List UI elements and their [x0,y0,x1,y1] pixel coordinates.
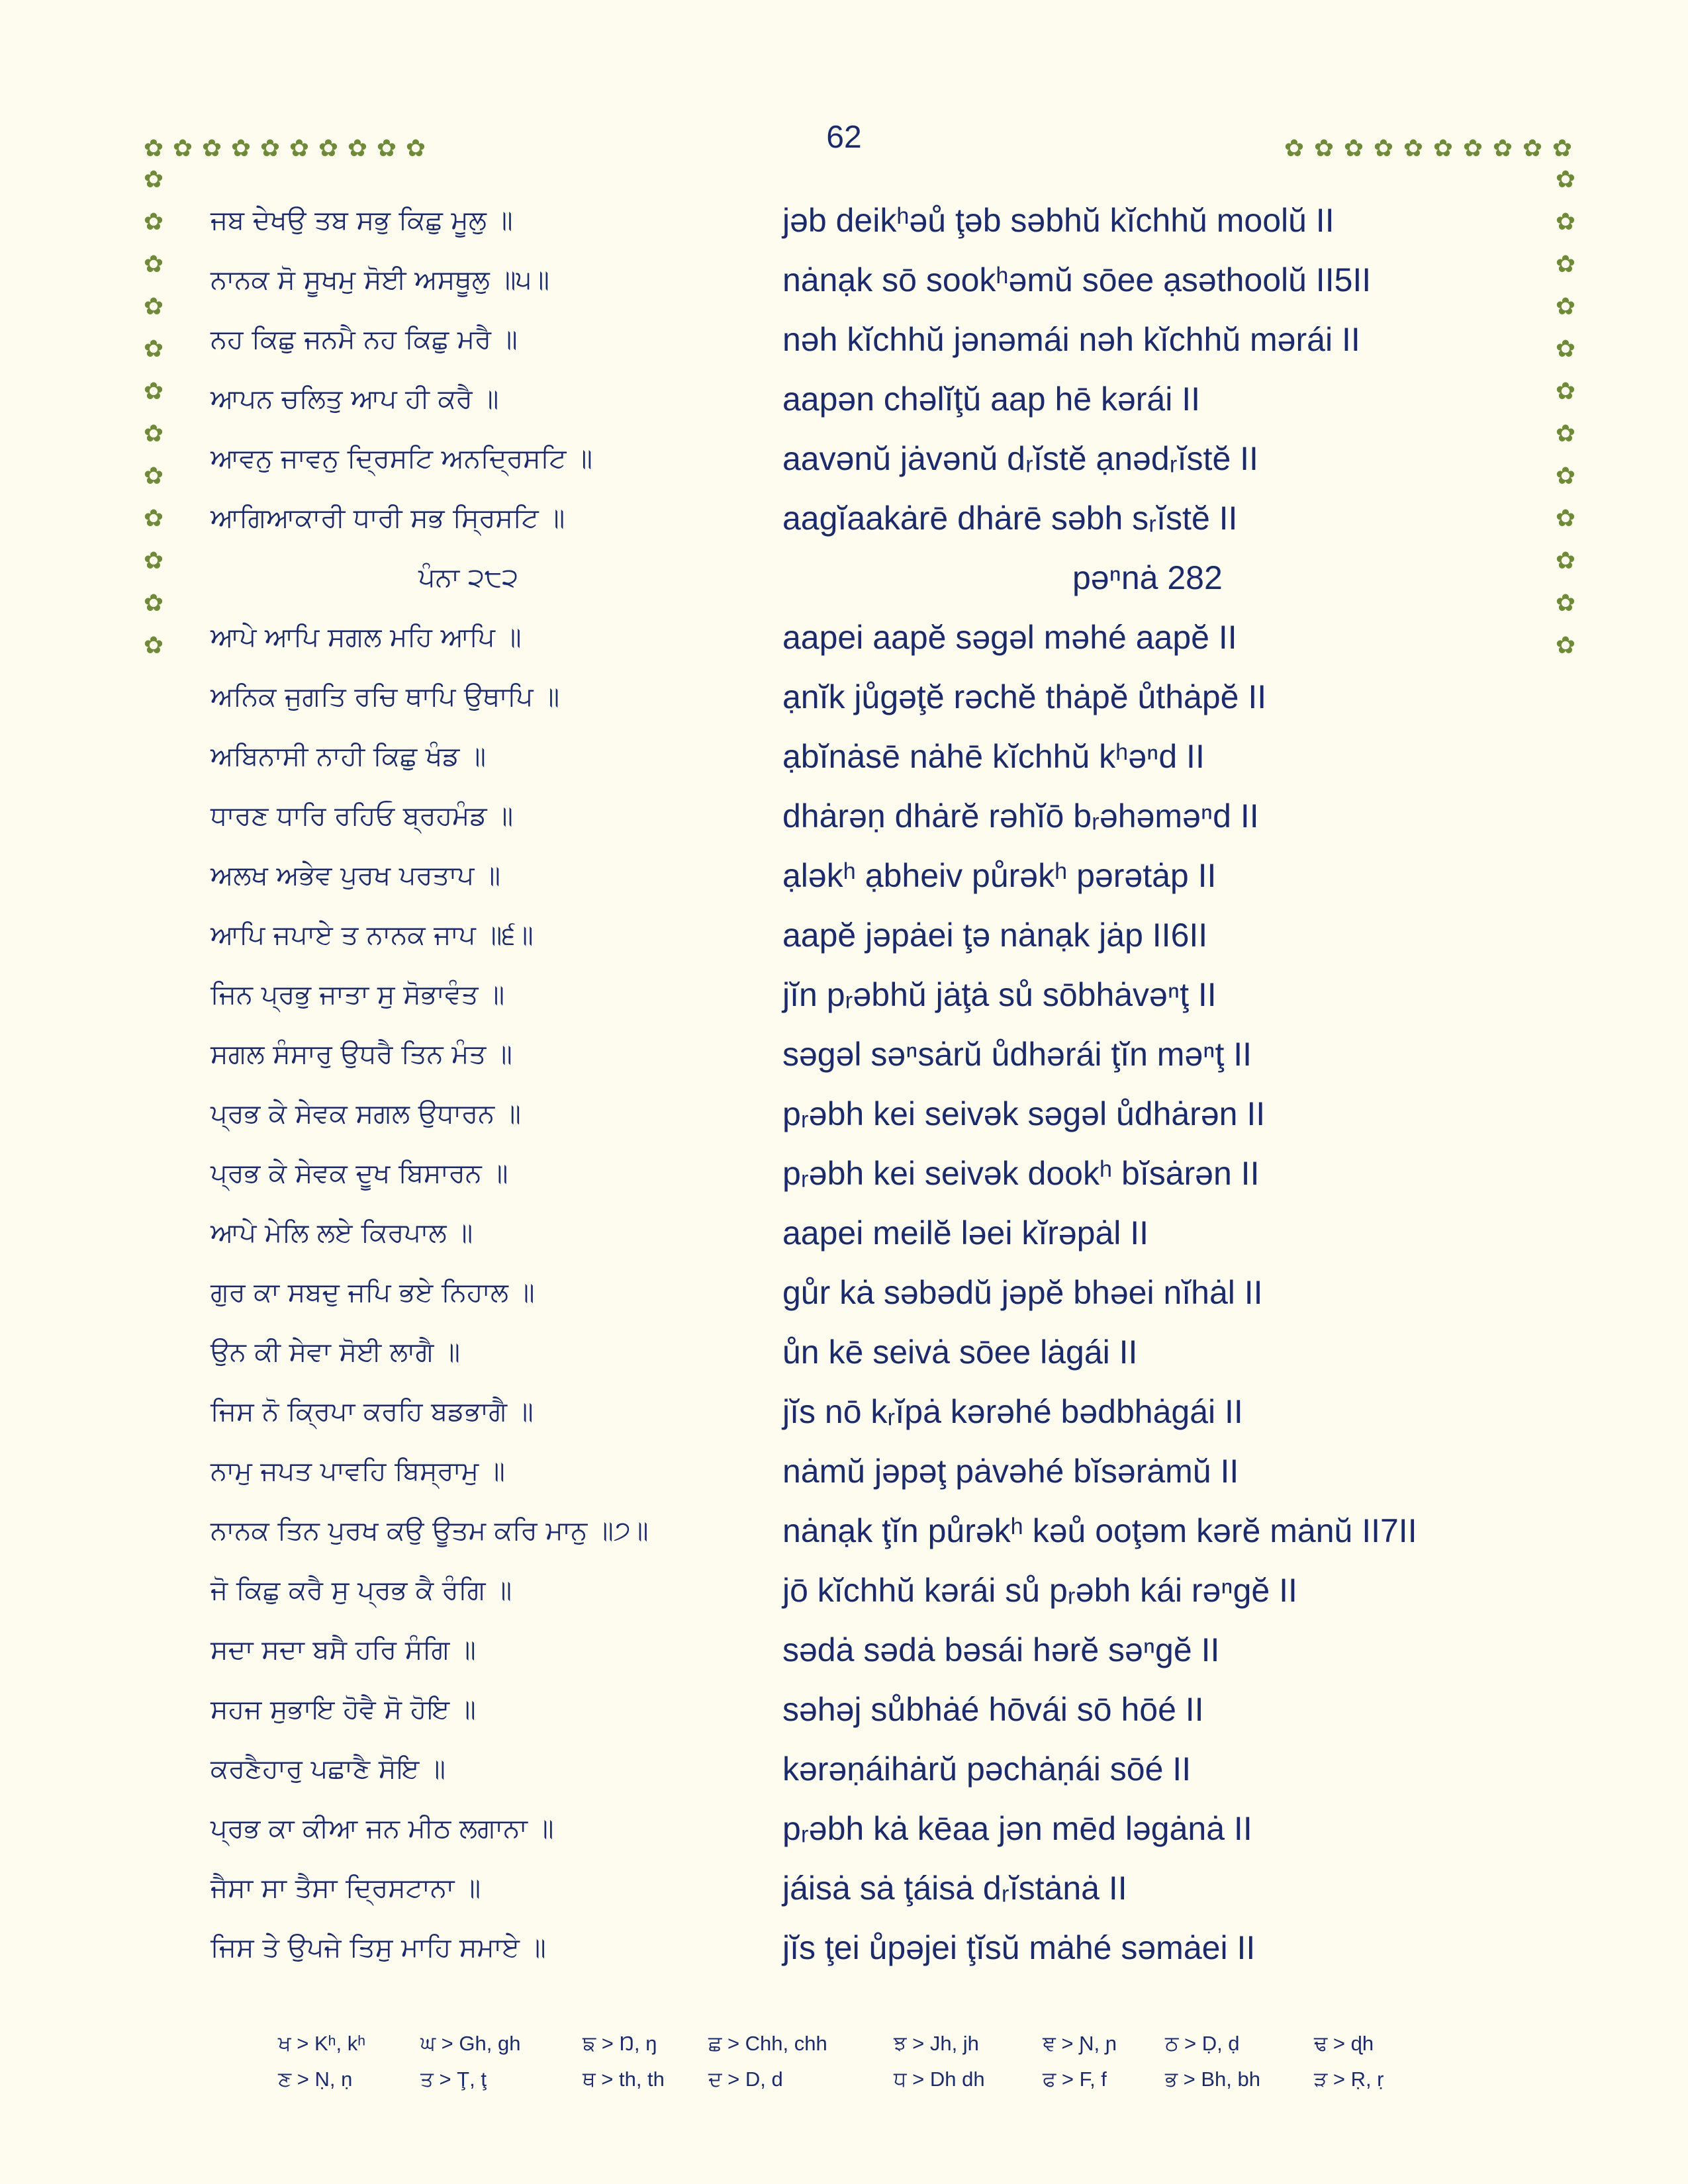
transliteration-text: jĭn pᵣəbhŭ jȧţȧ sů sōbhȧvəⁿţ II [782,976,1217,1013]
flower-icon: ✿ [143,166,164,193]
flower-icon: ✿ [1343,135,1364,162]
transliteration-legend [278,2032,1470,2103]
flower-icon: ✿ [347,135,368,162]
verse-line [0,1569,1688,1628]
verse-line [0,1628,1688,1688]
verse-line [0,735,1688,794]
verse-line [0,1866,1688,1926]
legend-item: ਖ > Kʰ, kʰ [278,2032,366,2055]
flower-icon: ✿ [143,336,164,363]
gurmukhi-text: ਆਪੇ ਆਪਿ ਸਗਲ ਮਹਿ ਆਪਿ ॥ [211,622,522,653]
verse-line [0,1211,1688,1271]
legend-item: ਝ > Jh, jh [894,2032,979,2055]
legend-item: ਣ > Ṇ, ṇ [278,2068,353,2091]
gurmukhi-text: ਆਵਨੁ ਜਾਵਨੁ ਦ੍ਰਿਸਟਿ ਅਨਦ੍ਰਿਸਟਿ ॥ [211,443,593,474]
flower-icon: ✿ [1555,590,1576,617]
gurmukhi-text: ਅਲਖ ਅਭੇਵ ਪੁਰਖ ਪਰਤਾਪ ॥ [211,860,500,891]
flower-icon: ✿ [201,135,222,162]
transliteration-text: kərəṇáihȧrŭ pəchȧṇái sōé II [782,1751,1192,1788]
flower-icon: ✿ [1373,135,1394,162]
verse-line [0,794,1688,854]
legend-item: ਛ > Chh, chh [708,2032,827,2055]
flower-icon: ✿ [318,135,339,162]
verse-line [0,973,1688,1032]
legend-item: ਥ > th, th [583,2068,665,2091]
flower-icon: ✿ [1555,547,1576,574]
flower-icon: ✿ [1492,135,1513,162]
verse-line [0,1330,1688,1390]
gurmukhi-text: ਆਪਿ ਜਪਾਏ ਤ ਨਾਨਕ ਜਾਪ ॥੬॥ [211,920,534,950]
flower-icon: ✿ [1522,135,1543,162]
transliteration-text: ůn kē seivȧ sōee lȧgái II [782,1334,1138,1371]
flower-icon: ✿ [1555,378,1576,405]
flower-icon: ✿ [1555,463,1576,490]
transliteration-text: aapən chəlĭţŭ aap hē kərái II [782,381,1201,418]
verse-line [0,258,1688,318]
flower-icon: ✿ [1555,420,1576,447]
gurmukhi-text: ਨਹ ਕਿਛੁ ਜਨਮੈ ਨਹ ਕਿਛੁ ਮਰੈ ॥ [211,324,518,355]
transliteration-text: səgəl səⁿsȧrŭ ůdhərái ţĭn məⁿţ II [782,1036,1252,1073]
flower-icon: ✿ [376,135,397,162]
legend-item: ੜ > Ṛ, ṛ [1314,2068,1384,2091]
flower-icon: ✿ [405,135,426,162]
legend-item: ਧ > Dh dh [894,2068,985,2091]
verse-line [0,318,1688,377]
transliteration-text: pᵣəbh kei seivək səgəl ůdhȧrən II [782,1095,1266,1132]
transliteration-text: jáisȧ sȧ ţáisȧ dᵣĭstȧnȧ II [782,1870,1127,1907]
verse-line [0,1688,1688,1747]
flower-icon: ✿ [1555,293,1576,320]
transliteration-text: pᵣəbh kȧ kēaa jən mēd ləgȧnȧ II [782,1810,1252,1847]
page-reference-line [0,556,1688,615]
transliteration-text: pᵣəbh kei seivək dookʰ bĭsȧrən II [782,1155,1260,1192]
flower-icon: ✿ [143,135,164,162]
flower-icon: ✿ [1555,632,1576,659]
flower-icon: ✿ [143,547,164,574]
flower-icon: ✿ [1555,336,1576,363]
transliteration-text: ạbĭnȧsē nȧhē kĭchhŭ kʰəⁿd II [782,738,1205,775]
gurmukhi-text: ਪ੍ਰਭ ਕੇ ਸੇਵਕ ਦੂਖ ਬਿਸਾਰਨ ॥ [211,1158,508,1189]
gurmukhi-text: ਜਬ ਦੇਖਉ ਤਬ ਸਭੁ ਕਿਛੁ ਮੂਲੁ ॥ [211,205,513,236]
flower-icon: ✿ [143,293,164,320]
gurmukhi-text: ਸਗਲ ਸੰਸਾਰੁ ਉਧਰੈ ਤਿਨ ਮੰਤ ॥ [211,1039,512,1069]
gurmukhi-text: ਪ੍ਰਭ ਕਾ ਕੀਆ ਜਨ ਮੀਠ ਲਗਾਨਾ ॥ [211,1813,554,1844]
verse-line [0,199,1688,258]
verse-line [0,1271,1688,1330]
gurmukhi-text: ਆਪਨ ਚਲਿਤੁ ਆਪ ਹੀ ਕਰੈ ॥ [211,384,499,414]
transliteration-text: jĭs nō kᵣĭpȧ kərəhé bədbhȧgái II [782,1393,1243,1430]
flower-icon: ✿ [1555,166,1576,193]
legend-row [278,2032,1470,2068]
flower-icon: ✿ [1555,208,1576,236]
flower-icon: ✿ [1403,135,1424,162]
verse-line [0,1509,1688,1569]
legend-item: ਫ > F, f [1043,2068,1107,2091]
verse-line [0,496,1688,556]
gurmukhi-text: ਜੋ ਕਿਛੁ ਕਰੈ ਸੁ ਪ੍ਰਭ ਕੈ ਰੰਗਿ ॥ [211,1575,512,1606]
legend-item: ਙ > Ŋ, ŋ [583,2032,657,2055]
transliteration-text: dhȧrəṇ dhȧrĕ rəhĭō bᵣəhəməⁿd II [782,797,1259,835]
legend-item: ਦ > D, d [708,2068,783,2091]
gurmukhi-text: ਪ੍ਰਭ ਕੇ ਸੇਵਕ ਸਗਲ ਉਧਾਰਨ ॥ [211,1099,521,1129]
verse-line [0,1092,1688,1152]
flower-icon: ✿ [230,135,252,162]
flower-icon: ✿ [289,135,310,162]
gurmukhi-text: ਅਬਿਨਾਸੀ ਨਾਹੀ ਕਿਛੁ ਖੰਡ ॥ [211,741,486,772]
verse-line [0,913,1688,973]
flower-icon: ✿ [143,505,164,532]
verse-lines [0,199,1688,1985]
verse-line [0,1747,1688,1807]
transliteration-text: nəh kĭchhŭ jənəmái nəh kĭchhŭ mərái II [782,321,1360,358]
flower-icon: ✿ [259,135,281,162]
gurmukhi-text: ਜਿਨ ਪ੍ਰਭੁ ਜਾਤਾ ਸੁ ਸੋਭਾਵੰਤ ॥ [211,979,505,1010]
flower-icon: ✿ [1462,135,1483,162]
gurmukhi-text: ਉਨ ਕੀ ਸੇਵਾ ਸੋਈ ਲਾਗੈ ॥ [211,1337,460,1367]
gurmukhi-text: ਧਾਰਣ ਧਾਰਿ ਰਹਿਓ ਬ੍ਰਹਮੰਡ ॥ [211,801,514,831]
verse-line [0,377,1688,437]
flower-icon: ✿ [172,135,193,162]
transliteration-text: səhəj sůbhȧé hōvái sō hōé II [782,1691,1204,1728]
transliteration-text: nȧnạk sō sookʰəmŭ sōee ạsəthoolŭ II5II [782,261,1372,298]
gurmukhi-text: ਆਗਿਆਕਾਰੀ ਧਾਰੀ ਸਭ ਸ੍ਰਿਸਟਿ ॥ [211,503,565,533]
gurmukhi-text: ਨਾਨਕ ਤਿਨ ਪੁਰਖ ਕਉ ਊਤਮ ਕਰਿ ਮਾਨੁ ॥੭॥ [211,1516,649,1546]
transliteration-text: aagĭaakȧrē dhȧrē səbh sᵣĭstĕ II [782,500,1238,537]
transliteration-text: ạnĭk jůgəţĕ rəchĕ thȧpĕ ůthȧpĕ II [782,678,1267,715]
verse-line [0,437,1688,496]
verse-line [0,1807,1688,1866]
gurmukhi-text: ਅਨਿਕ ਜੁਗਤਿ ਰਚਿ ਥਾਪਿ ਉਥਾਪਿ ॥ [211,682,560,712]
gurmukhi-text: ਜੈਸਾ ਸਾ ਤੈਸਾ ਦ੍ਰਿਸਟਾਨਾ ॥ [211,1873,481,1903]
verse-line [0,1032,1688,1092]
verse-line [0,1449,1688,1509]
transliteration-text: aavənŭ jȧvənŭ dᵣĭstĕ ạnədᵣĭstĕ II [782,440,1258,477]
gurmukhi-text: ਸਦਾ ਸਦਾ ਬਸੈ ਹਰਿ ਸੰਗਿ ॥ [211,1635,476,1665]
flower-icon: ✿ [1284,135,1305,162]
transliteration-text: pəⁿnȧ 282 [1072,559,1223,596]
transliteration-text: jō kĭchhŭ kərái sů pᵣəbh kái rəⁿgĕ II [782,1572,1297,1609]
transliteration-text: jĭs ţei ůpəjei ţĭsŭ mȧhé səmȧei II [782,1929,1256,1966]
verse-line [0,1152,1688,1211]
flower-icon: ✿ [1555,251,1576,278]
gurmukhi-text: ਆਪੇ ਮੇਲਿ ਲਏ ਕਿਰਪਾਲ ॥ [211,1218,473,1248]
verse-line [0,854,1688,913]
legend-item: ਘ > Gh, gh [420,2032,521,2055]
legend-item: ਢ > ɖh [1314,2032,1374,2055]
page-number: 62 [826,120,862,155]
gurmukhi-text: ਨਾਮੁ ਜਪਤ ਪਾਵਹਿ ਬਿਸ੍ਰਾਮੁ ॥ [211,1456,505,1486]
verse-line [0,675,1688,735]
gurmukhi-text: ਗੁਰ ਕਾ ਸਬਦੁ ਜਪਿ ਭਏ ਨਿਹਾਲ ॥ [211,1277,535,1308]
transliteration-text: sədȧ sədȧ bəsái hərĕ səⁿgĕ II [782,1631,1220,1668]
flower-icon: ✿ [1432,135,1454,162]
gurmukhi-text: ਸਹਜ ਸੁਭਾਇ ਹੋਵੈ ਸੋ ਹੋਇ ॥ [211,1694,476,1725]
flower-icon: ✿ [143,420,164,447]
flower-icon: ✿ [1313,135,1335,162]
flower-icon: ✿ [143,208,164,236]
gurmukhi-text: ਕਰਣੈਹਾਰੁ ਪਛਾਣੈ ਸੋਇ ॥ [211,1754,445,1784]
legend-item: ਞ > Ɲ, ɲ [1043,2032,1117,2055]
legend-item: ਠ > Ḍ, ḍ [1165,2032,1240,2055]
transliteration-text: aapĕ jəpȧei ţə nȧnạk jȧp II6II [782,917,1208,954]
transliteration-text: gůr kȧ səbədŭ jəpĕ bhəei nĭhȧl II [782,1274,1263,1311]
transliteration-text: nȧnạk ţĭn půrəkʰ kəů ooţəm kərĕ mȧnŭ II7II [782,1512,1417,1549]
transliteration-text: aapei aapĕ səgəl məhé aapĕ II [782,619,1237,656]
flower-icon: ✿ [143,251,164,278]
legend-item: ਤ > Ţ, ţ [420,2068,487,2091]
flower-icon: ✿ [1552,135,1573,162]
transliteration-text: nȧmŭ jəpəţ pȧvəhé bĭsərȧmŭ II [782,1453,1239,1490]
transliteration-text: jəb deikʰəů ţəb səbhŭ kĭchhŭ moolŭ II [782,202,1335,239]
verse-line [0,615,1688,675]
flower-icon: ✿ [143,463,164,490]
gurmukhi-text: ਜਿਸ ਤੇ ਉਪਜੇ ਤਿਸੁ ਮਾਹਿ ਸਮਾਏ ॥ [211,1933,546,1963]
verse-line [0,1390,1688,1449]
gurmukhi-text: ਜਿਸ ਨੋ ਕ੍ਰਿਪਾ ਕਰਹਿ ਬਡਭਾਗੈ ॥ [211,1396,534,1427]
flower-icon: ✿ [1555,505,1576,532]
verse-line [0,1926,1688,1985]
flower-icon: ✿ [143,590,164,617]
flower-icon: ✿ [143,632,164,659]
transliteration-text: ạləkʰ ạbheiv půrəkʰ pərətȧp II [782,857,1217,894]
legend-item: ਭ > Bh, bh [1165,2068,1260,2091]
gurmukhi-text: ਨਾਨਕ ਸੋ ਸੂਖਮੁ ਸੋਈ ਅਸਥੂਲੁ ॥੫॥ [211,265,549,295]
gurmukhi-text: ਪੰਨਾ ੨੮੨ [418,563,519,593]
transliteration-text: aapei meilĕ ləei kĭrəpȧl II [782,1214,1149,1251]
flower-icon: ✿ [143,378,164,405]
legend-row [278,2068,1470,2103]
